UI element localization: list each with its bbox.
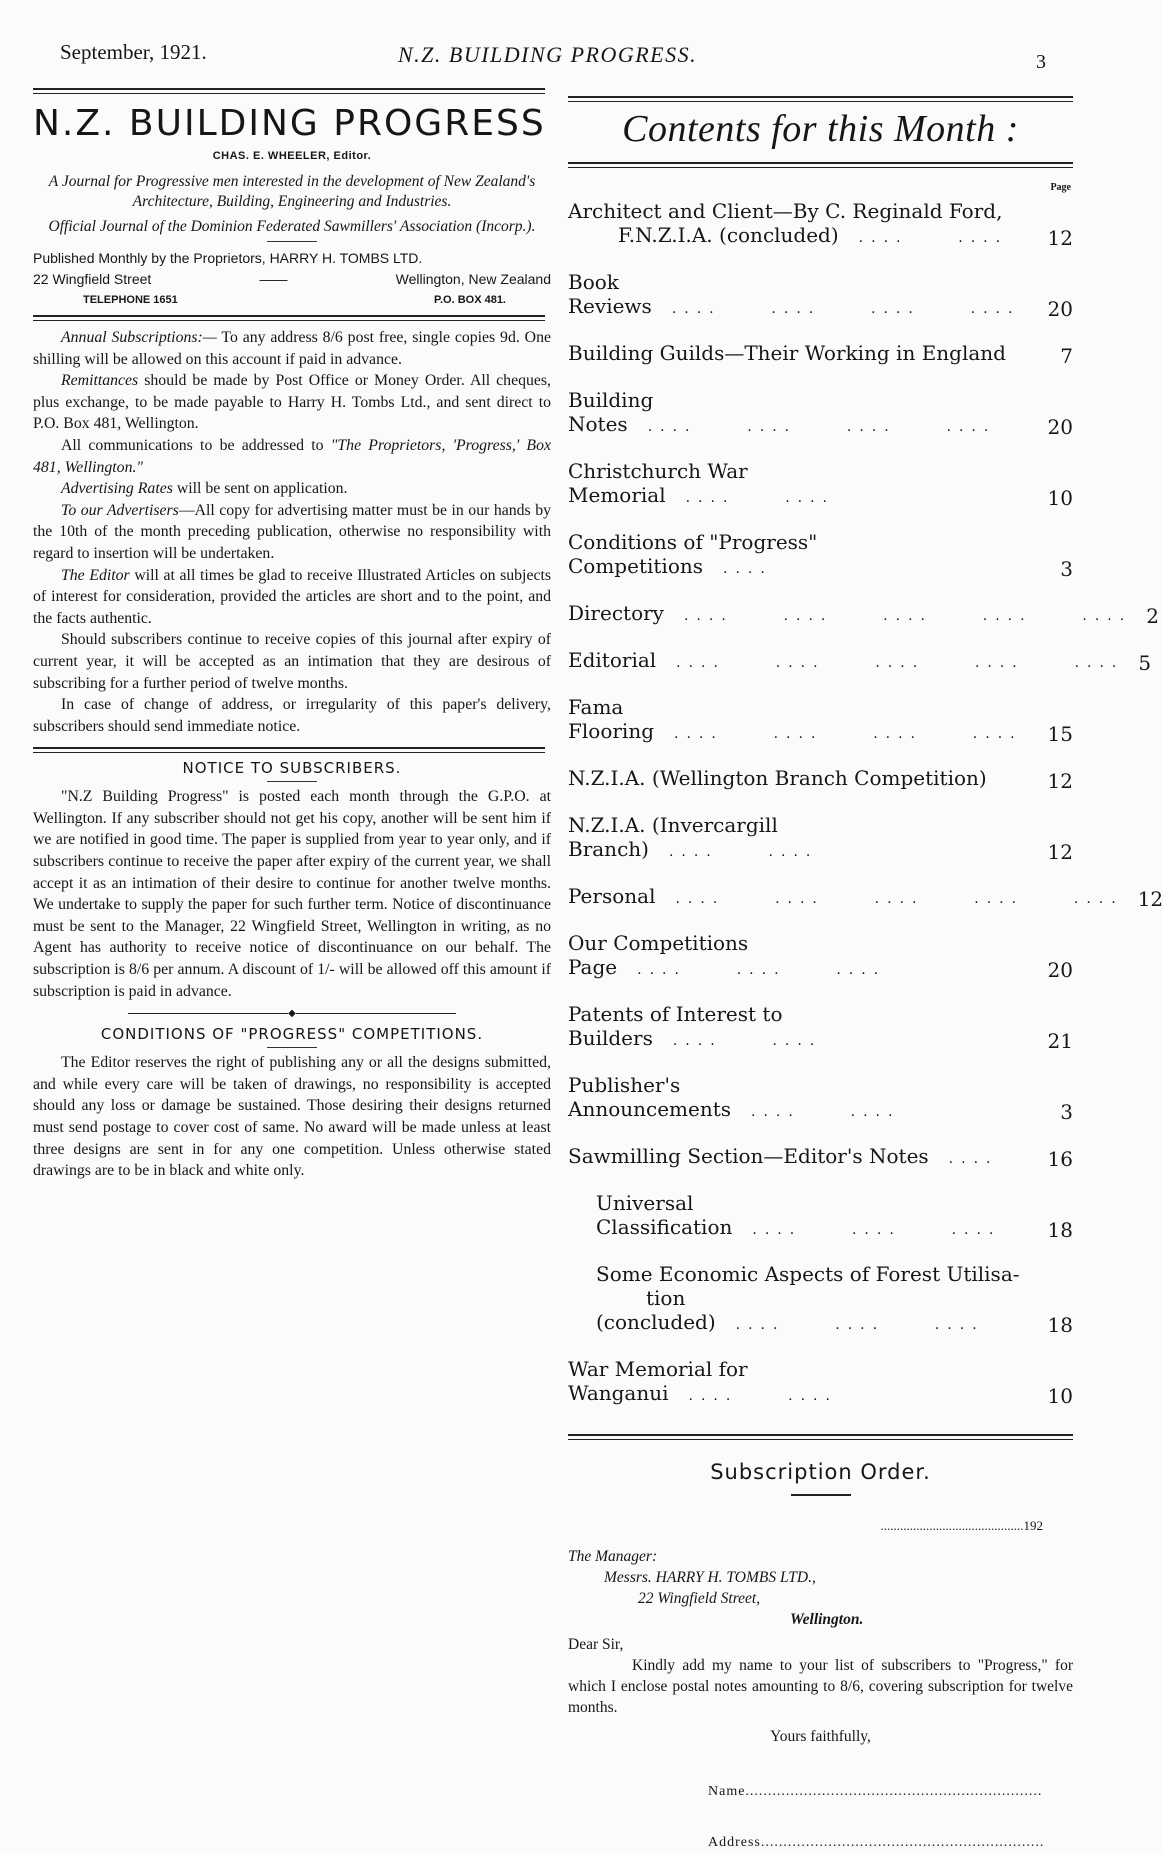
closing: Yours faithfully, (770, 1728, 871, 1745)
contact-row (33, 290, 551, 311)
contents-item-page: 5 (1138, 651, 1152, 675)
addressee: The Manager: (568, 1548, 658, 1565)
subscriptions-para: Annual Subscriptions:— To any address 8/6 post free, single copies 9d. One shilling will be allowed on this account if paid in advance. (33, 329, 551, 368)
contents-item-leader: .... .... .... (637, 962, 887, 978)
contents-item (568, 388, 1073, 439)
contents-item (568, 884, 1163, 911)
contents-item-leader: .... .... .... (752, 1222, 1002, 1238)
divider (267, 781, 317, 782)
contents-item-leader: .... .... .... (735, 1317, 985, 1333)
contents-item-title: War Memorial for Wanganui (568, 1357, 748, 1405)
contents-item-leader: .... .... .... .... .... (683, 608, 1133, 624)
contents-item (568, 270, 1073, 321)
contents-item-title: Fama Flooring (568, 695, 654, 743)
left-column (33, 88, 551, 1182)
contents-item-leader: .... .... (688, 1388, 838, 1404)
contents-item-continued: F.N.Z.I.A. (concluded) (618, 223, 839, 247)
contents-item-leader: .... (948, 1151, 999, 1167)
contents-item-page: 18 (1047, 1218, 1073, 1242)
ornament-divider: ◆ (33, 1008, 551, 1019)
editor-para: The Editor will at all times be glad to receive Illustrated Articles on subjects of interest for consideration, provided the articles are short and to the point, and the facts authentic. (33, 566, 551, 627)
address-dash: —— (259, 271, 288, 287)
po-box: P.O. BOX 481. (434, 294, 506, 306)
contents-item-title: Building Guilds—Their Working in England (568, 341, 1006, 365)
contents-item (568, 530, 1073, 581)
contents-item (568, 199, 1073, 250)
contents-item-page: 20 (1047, 297, 1073, 321)
contents-item (568, 1357, 1073, 1408)
masthead-title: N.Z. BUILDING PROGRESS (33, 103, 546, 144)
contents-item-title: Christchurch War Memorial (568, 459, 748, 507)
contents-item-page: 15 (1047, 722, 1073, 746)
contents-list (568, 199, 1163, 1408)
contents-item (568, 1144, 1073, 1171)
contents-item-page: 12 (1137, 887, 1163, 911)
contents-item (568, 931, 1073, 982)
subscribers-para: Should subscribers continue to receive copies of this journal after expiry of current year, it will be accepted as an intimation that they are desirous of subscribing for a further period of twelve months. (33, 631, 551, 692)
contents-item-page: 21 (1047, 1029, 1073, 1053)
publisher-block (33, 248, 551, 311)
contents-item-leader: .... .... .... .... (671, 301, 1021, 317)
contents-item-page: 3 (1060, 557, 1073, 581)
contents-item (568, 1262, 1073, 1337)
contents-item-page: 12 (1047, 769, 1073, 793)
contents-item (568, 1002, 1073, 1053)
contents-item-page: 16 (1047, 1147, 1073, 1171)
contents-item-leader: .... .... .... .... (647, 419, 997, 435)
page-column-label: Page (1050, 182, 1071, 193)
contents-item-leader: .... .... .... .... .... (676, 655, 1125, 671)
order-body: Kindly add my name to your list of subscribers to "Progress," for which I enclose postal notes amounting to 8/6, covering subscription for twelve months. (568, 1657, 1073, 1716)
salutation: Dear Sir, (568, 1636, 624, 1653)
contents-item-page: 2 (1146, 604, 1159, 628)
contents-item-page: 20 (1047, 415, 1073, 439)
info-block (33, 327, 551, 737)
contents-item-leader: .... .... (858, 230, 1009, 246)
contents-item-title: N.Z.I.A. (Wellington Branch Competition) (568, 766, 987, 790)
street-line: 22 Wingfield Street, (638, 1590, 761, 1607)
date-line: ............................................192 (880, 1518, 1043, 1533)
divider (791, 1494, 851, 1496)
notice-rule (33, 747, 545, 753)
contents-item (568, 813, 1073, 864)
name-field[interactable]: Name.................................................................. (708, 1784, 1043, 1799)
contents-item-leader: .... .... .... .... .... (675, 891, 1124, 907)
contents-item-title: Conditions of "Progress" Competitions (568, 530, 818, 578)
contents-item-title: Editorial (568, 648, 657, 672)
conditions-body: The Editor reserves the right of publishing any or all the designs submitted, and while every care will be taken of drawings, no responsibility is accepted should any loss or damage be sustained. Those desiring their designs returned must send postage to cover cost of same. No award will be made unless at least three designs are sent in for any one competition. Unless otherwise stated drawings are to be in black and white only. (33, 1054, 551, 1180)
contents-item (568, 1073, 1073, 1124)
contents-item-page: 12 (1047, 840, 1073, 864)
issue-date: September, 1921. (60, 40, 207, 64)
contents-item-page: 20 (1047, 958, 1073, 982)
contents-item-page: 10 (1047, 486, 1073, 510)
city-line: Wellington. (790, 1611, 864, 1628)
contents-item-title: Some Economic Aspects of Forest Utilisa- (596, 1262, 1020, 1286)
divider (267, 1047, 317, 1048)
contents-item (568, 1191, 1073, 1242)
contents-item-page: 18 (1047, 1313, 1073, 1337)
editor-credit: CHAS. E. WHEELER, Editor. (212, 150, 372, 162)
address-row (33, 269, 551, 290)
address-field[interactable]: Address............................................................... (708, 1835, 1045, 1850)
advertisers-para: To our Advertisers—All copy for advertising matter must be in our hands by the 10th of the month preceding publication, otherwise no responsibility with regard to insertion will be undertaken. (33, 501, 551, 562)
contents-item-title: Publisher's Announcements (568, 1073, 732, 1121)
contents-item (568, 341, 1073, 368)
contents-item-page: 7 (1060, 344, 1073, 368)
contents-item-page: 3 (1060, 1100, 1073, 1124)
contents-item-title: Book Reviews (568, 270, 652, 318)
communications-para: All communications to be addressed to "The Proprietors, 'Progress,' Box 481, Wellington." (33, 436, 551, 476)
contents-item (568, 459, 1073, 510)
divider (267, 241, 317, 242)
official-journal: Official Journal of the Dominion Federated Sawmillers' Association (Incorp.). (48, 218, 536, 235)
address-street: 22 Wingfield Street (33, 271, 152, 287)
contents-item (568, 766, 1073, 793)
notice-body: "N.Z Building Progress" is posted each month through the G.P.O. at Wellington. If any subscriber should not get his copy, another will be sent him if we are notified in good time. The paper is supplied from year to year only, and if subscribers continue to receive the paper after expiry of the current year, we shall accept it as an intimation of their desire to continue for another twelve months. We undertake to supply the paper for such further term. Notice of discontinuance must be sent to the Manager, 22 Wingfield Street, Wellington in writing, as no Agent has authority to receive notice of discontinuance on our behalf. The subscription is 8/6 per annum. A discount of 1/- will be allowed off this amount if subscription is paid in advance. (33, 788, 551, 1000)
address-city: Wellington, New Zealand (395, 271, 551, 287)
advertising-para: Advertising Rates will be sent on application. (61, 480, 348, 498)
contents-item-title: Universal Classification (596, 1191, 733, 1239)
messrs-line: Messrs. HARRY H. TOMBS LTD., (604, 1569, 816, 1586)
contents-item-title: Patents of Interest to Builders (568, 1002, 783, 1050)
info-rule (33, 315, 545, 321)
contents-item-continued: tion (concluded) (596, 1286, 716, 1334)
right-column (568, 92, 1163, 1853)
contents-item-title: Building Notes (568, 388, 654, 436)
notice-heading: NOTICE TO SUBSCRIBERS. (182, 759, 402, 778)
contents-rule (568, 162, 1073, 168)
subscription-heading: Subscription Order. (710, 1460, 931, 1484)
contents-heading: Contents for this Month : (622, 108, 1019, 150)
publisher-line: Published Monthly by the Proprietors, HARRY H. TOMBS LTD. (33, 250, 423, 266)
contents-item-leader: .... .... (668, 844, 819, 860)
contents-item-page: 12 (1047, 226, 1073, 250)
journal-tagline: A Journal for Progressive men interested in the development of New Zealand's Architecture, Building, Engineering and Industries. (48, 173, 536, 210)
change-para: In case of change of address, or irregularity of this paper's delivery, subscribers should send immediate notice. (33, 696, 551, 735)
conditions-heading: CONDITIONS OF "PROGRESS" COMPETITIONS. (100, 1025, 484, 1044)
telephone: TELEPHONE 1651 (83, 294, 178, 306)
remittances-para: Remittances should be made by Post Office or Money Order. All cheques, plus exchange, to be made payable to Harry H. Tombs Ltd., and sent direct to P.O. Box 481, Wellington. (33, 372, 551, 433)
contents-item (568, 601, 1159, 628)
contents-item (568, 648, 1152, 675)
subscription-rule (568, 1434, 1073, 1440)
contents-item-leader: .... (723, 561, 773, 577)
subscription-form (568, 1546, 1073, 1853)
contents-item-page: 10 (1047, 1384, 1073, 1408)
contents-item-leader: .... .... (672, 1033, 823, 1049)
running-title: N.Z. BUILDING PROGRESS. (398, 42, 698, 67)
contents-item-title: Directory (568, 601, 664, 625)
contents-item-title: N.Z.I.A. (Invercargill Branch) (568, 813, 778, 861)
contents-item-title: Architect and Client—By C. Reginald Ford, (568, 199, 1003, 223)
contents-item-title: Sawmilling Section—Editor's Notes (568, 1144, 929, 1168)
contents-item-leader: .... .... .... .... (674, 726, 1023, 742)
contents-item-leader: .... .... (685, 490, 836, 506)
contents-item-title: Personal (568, 884, 656, 908)
contents-item-title: Our Competitions Page (568, 931, 749, 979)
page-number: 3 (1036, 51, 1046, 73)
contents-item-leader: .... .... (751, 1104, 901, 1120)
contents-item (568, 695, 1073, 746)
